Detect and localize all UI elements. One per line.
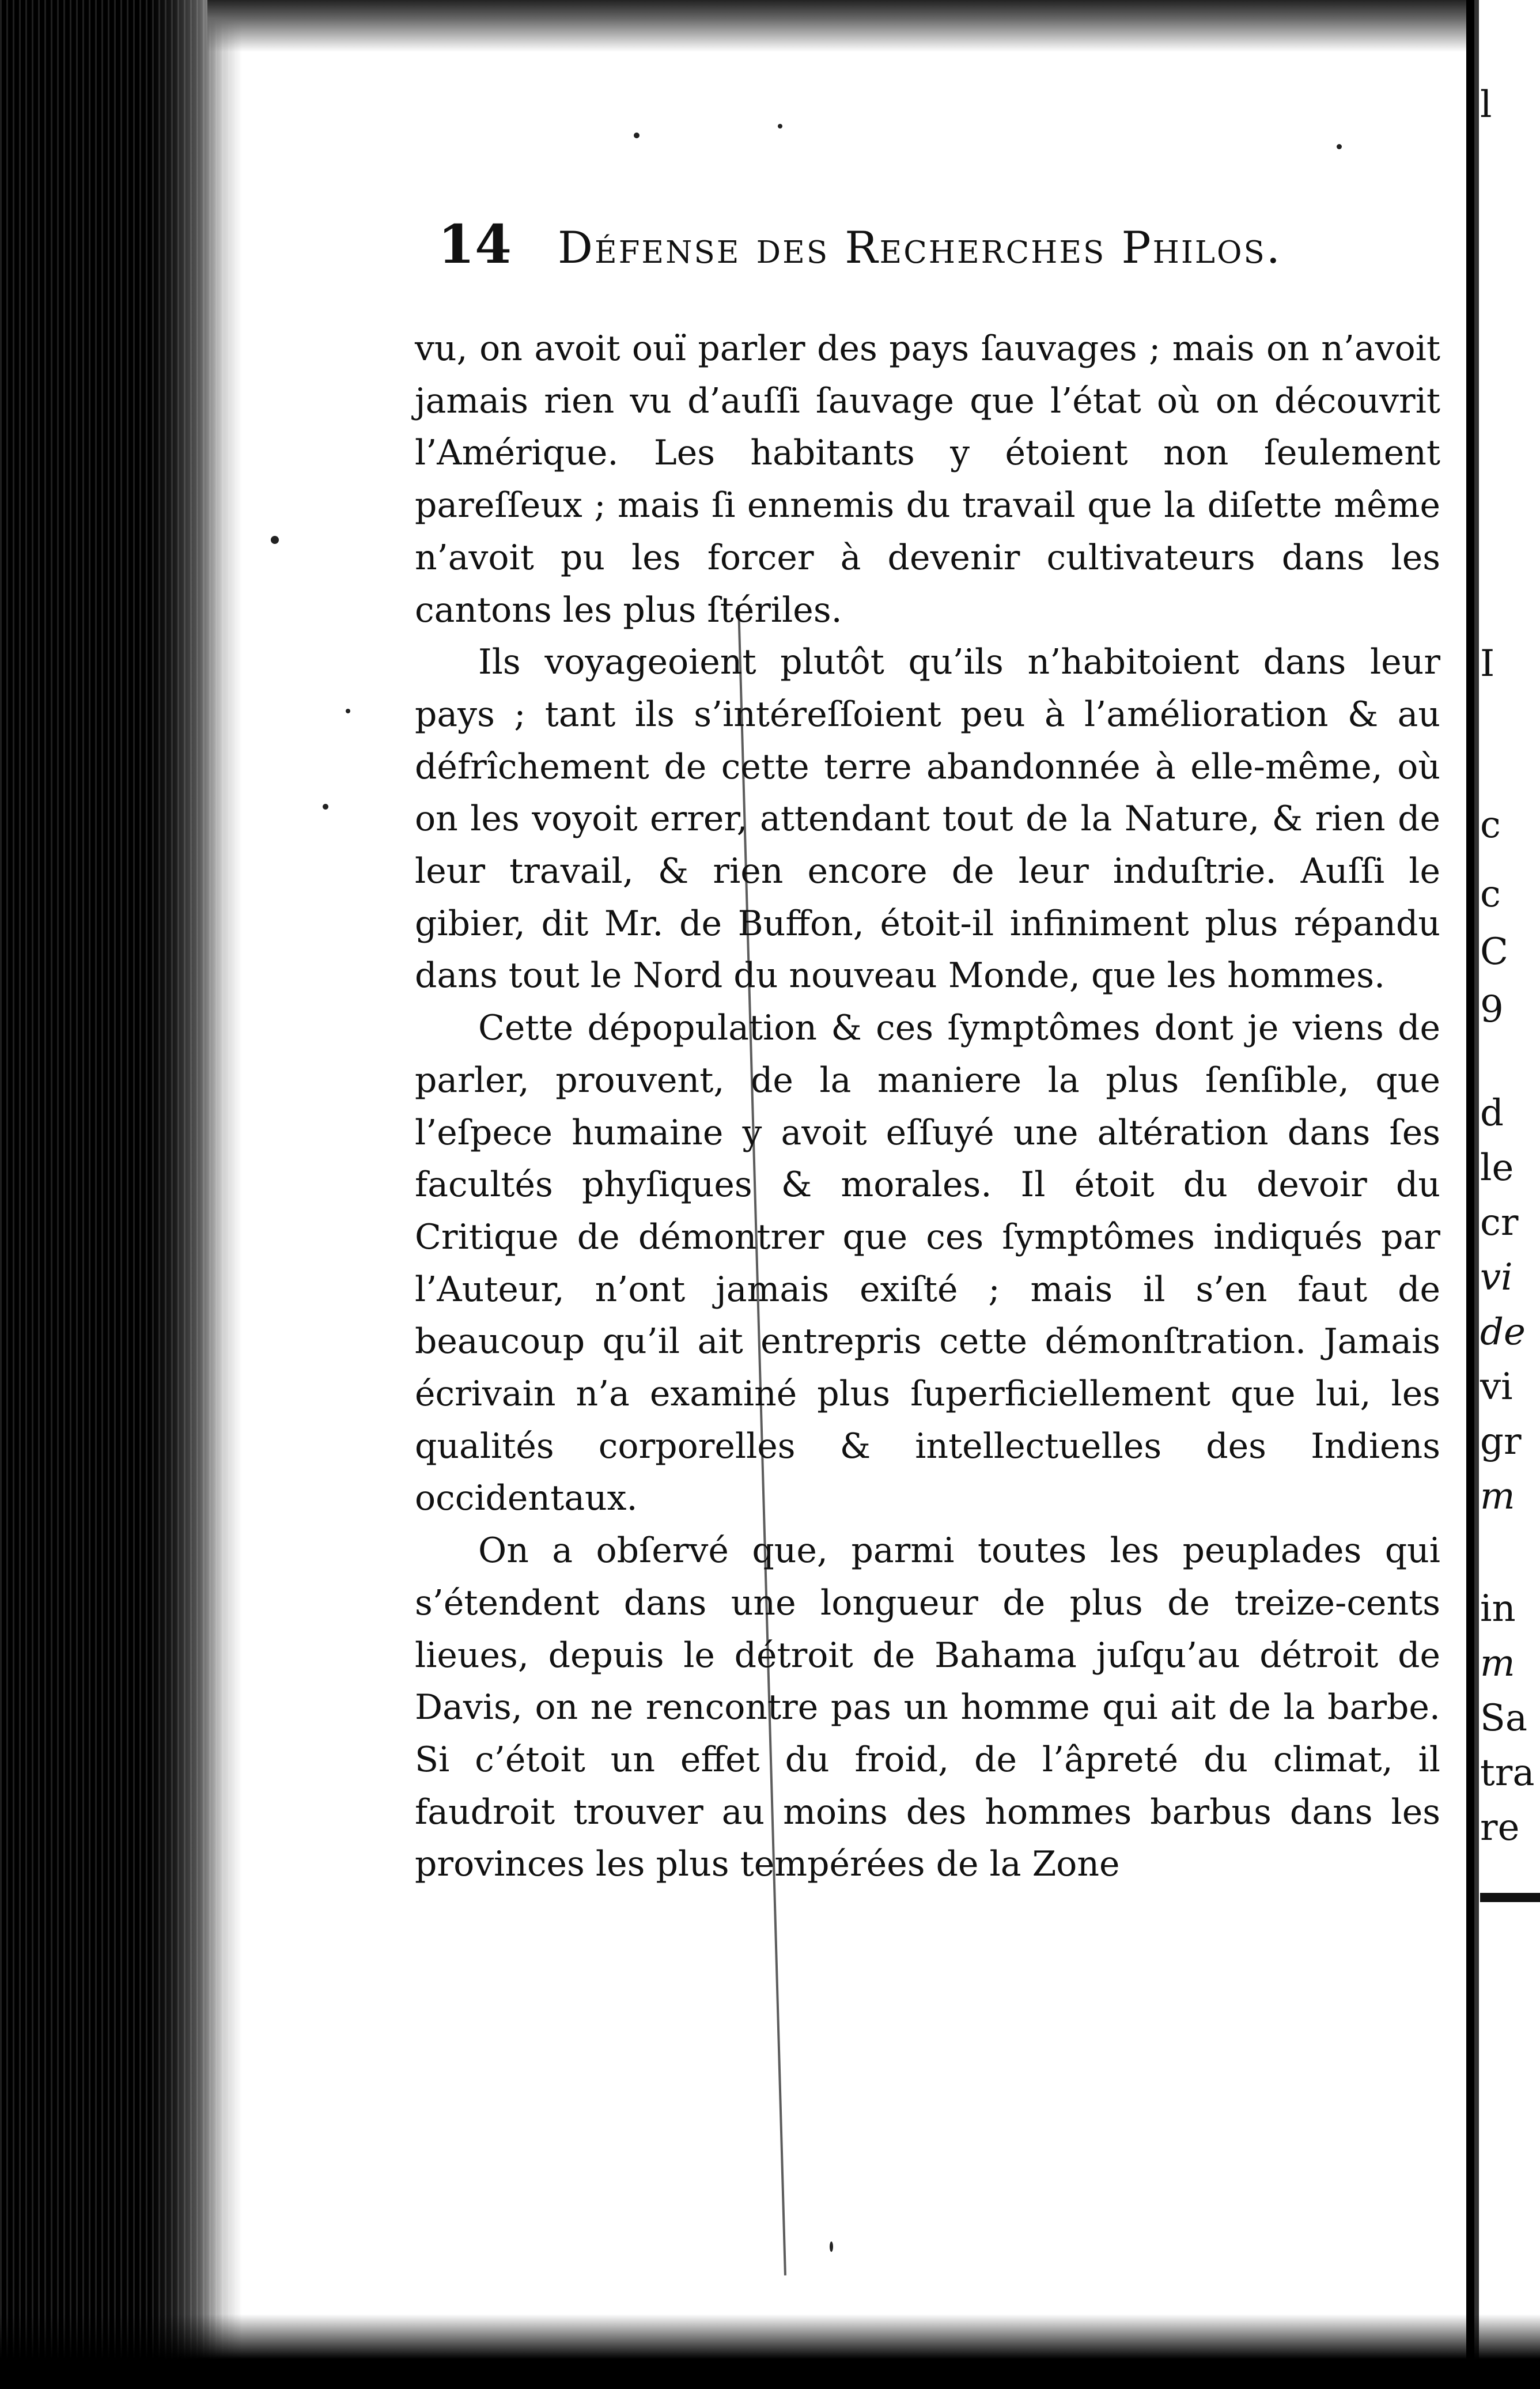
paragraph-3: Cette dépopulation & ces ſymptômes dont je viens de parler, prouvent, de la maniere la plus ſenſible, que l’eſpece humaine y avoit eſſuyé une altération dans ſes facultés phyſiques & morales. Il étoit du devoir du Critique de démontrer que ces ſymptômes indiqués par l’Auteur, n’ont jamais exiſté ; mais il s’en faut de beaucoup qu’il ait entrepris cette démonſtration. Jamais écrivain n’a examiné plus ſuperficiellement que lui, les qualités corporelles & intellectuelles des Indiens occidentaux. (415, 1008, 1440, 1519)
adjacent-fragment: l (1480, 84, 1492, 126)
adjacent-fragment: m (1480, 1475, 1515, 1518)
running-title: Défense des Recherches Philos. (558, 222, 1282, 273)
ink-speck (830, 2241, 833, 2252)
adjacent-fragment: vi (1480, 1366, 1513, 1408)
paragraph-4: On a obſervé que, parmi toutes les peuplades qui s’étendent dans une longueur de plus de treize-cents lieues, depuis le détroit de Bahama juſqu’au détroit de Davis, on ne rencontre pas un homme qui ait de la barbe. Si c’étoit un effet du froid, de l’âpreté du climat, il faudroit trouver au moins des hommes barbus dans les provinces les plus tempérées de la Zone (415, 1530, 1440, 1885)
paragraph-2: Ils voyageoient plutôt qu’ils n’habitoient dans leur pays ; tant ils s’intéreſſoient peu à l’amélioration & au défrîchement de cette terre abandonnée à elle-même, où on les voyoit errer, attendant tout de la Nature, & rien de leur travail, & rien encore de leur induſtrie. Auſſi le gibier, dit Mr. de Buffon, étoit-il infiniment plus répandu dans tout le Nord du nouveau Monde, que les hommes. (415, 642, 1440, 996)
adjacent-fragment: m (1480, 1642, 1515, 1685)
page-header (438, 213, 1417, 288)
binding-gutter (0, 0, 242, 2389)
bottom-shadow (0, 2314, 1540, 2389)
adjacent-fragment: C (1480, 931, 1508, 973)
ink-speck (271, 536, 279, 544)
adjacent-fragment: in (1480, 1587, 1516, 1630)
adjacent-page-border (1474, 0, 1479, 2389)
page-number: 14 (438, 213, 512, 275)
adjacent-page-edge (1466, 0, 1540, 2389)
ink-speck (346, 709, 350, 713)
adjacent-page-rule (1480, 1893, 1540, 1902)
paragraph-1: vu, on avoit ouï parler des pays ſauvages ; mais on n’avoit jamais rien vu d’auſſi ſauvage que l’état où on découvrit l’Amérique. Les habitants y étoient non ſeulement pareſſeux ; mais ſi ennemis du travail que la diſette même n’avoit pu les forcer à devenir cultivateurs dans les cantons les plus ſtériles. (415, 328, 1440, 630)
adjacent-fragment: vi (1480, 1256, 1513, 1299)
ink-speck (778, 124, 782, 128)
adjacent-fragment: re (1480, 1806, 1520, 1849)
ink-speck (1337, 144, 1342, 149)
adjacent-fragment: Sa (1480, 1697, 1527, 1740)
adjacent-fragment: cr (1480, 1201, 1519, 1244)
adjacent-fragment: 9 (1480, 988, 1504, 1031)
adjacent-fragment: de (1480, 1311, 1526, 1354)
ink-speck (634, 133, 640, 138)
adjacent-fragment: gr (1480, 1420, 1522, 1463)
adjacent-fragment: tra (1480, 1752, 1535, 1794)
top-shadow (207, 0, 1540, 52)
adjacent-fragment: I (1480, 642, 1495, 685)
ink-speck (323, 804, 328, 810)
adjacent-fragment: c (1480, 804, 1501, 846)
adjacent-fragment: d (1480, 1092, 1504, 1135)
body-text (415, 323, 1440, 1891)
adjacent-fragment: le (1480, 1147, 1514, 1189)
adjacent-fragment: c (1480, 873, 1501, 916)
